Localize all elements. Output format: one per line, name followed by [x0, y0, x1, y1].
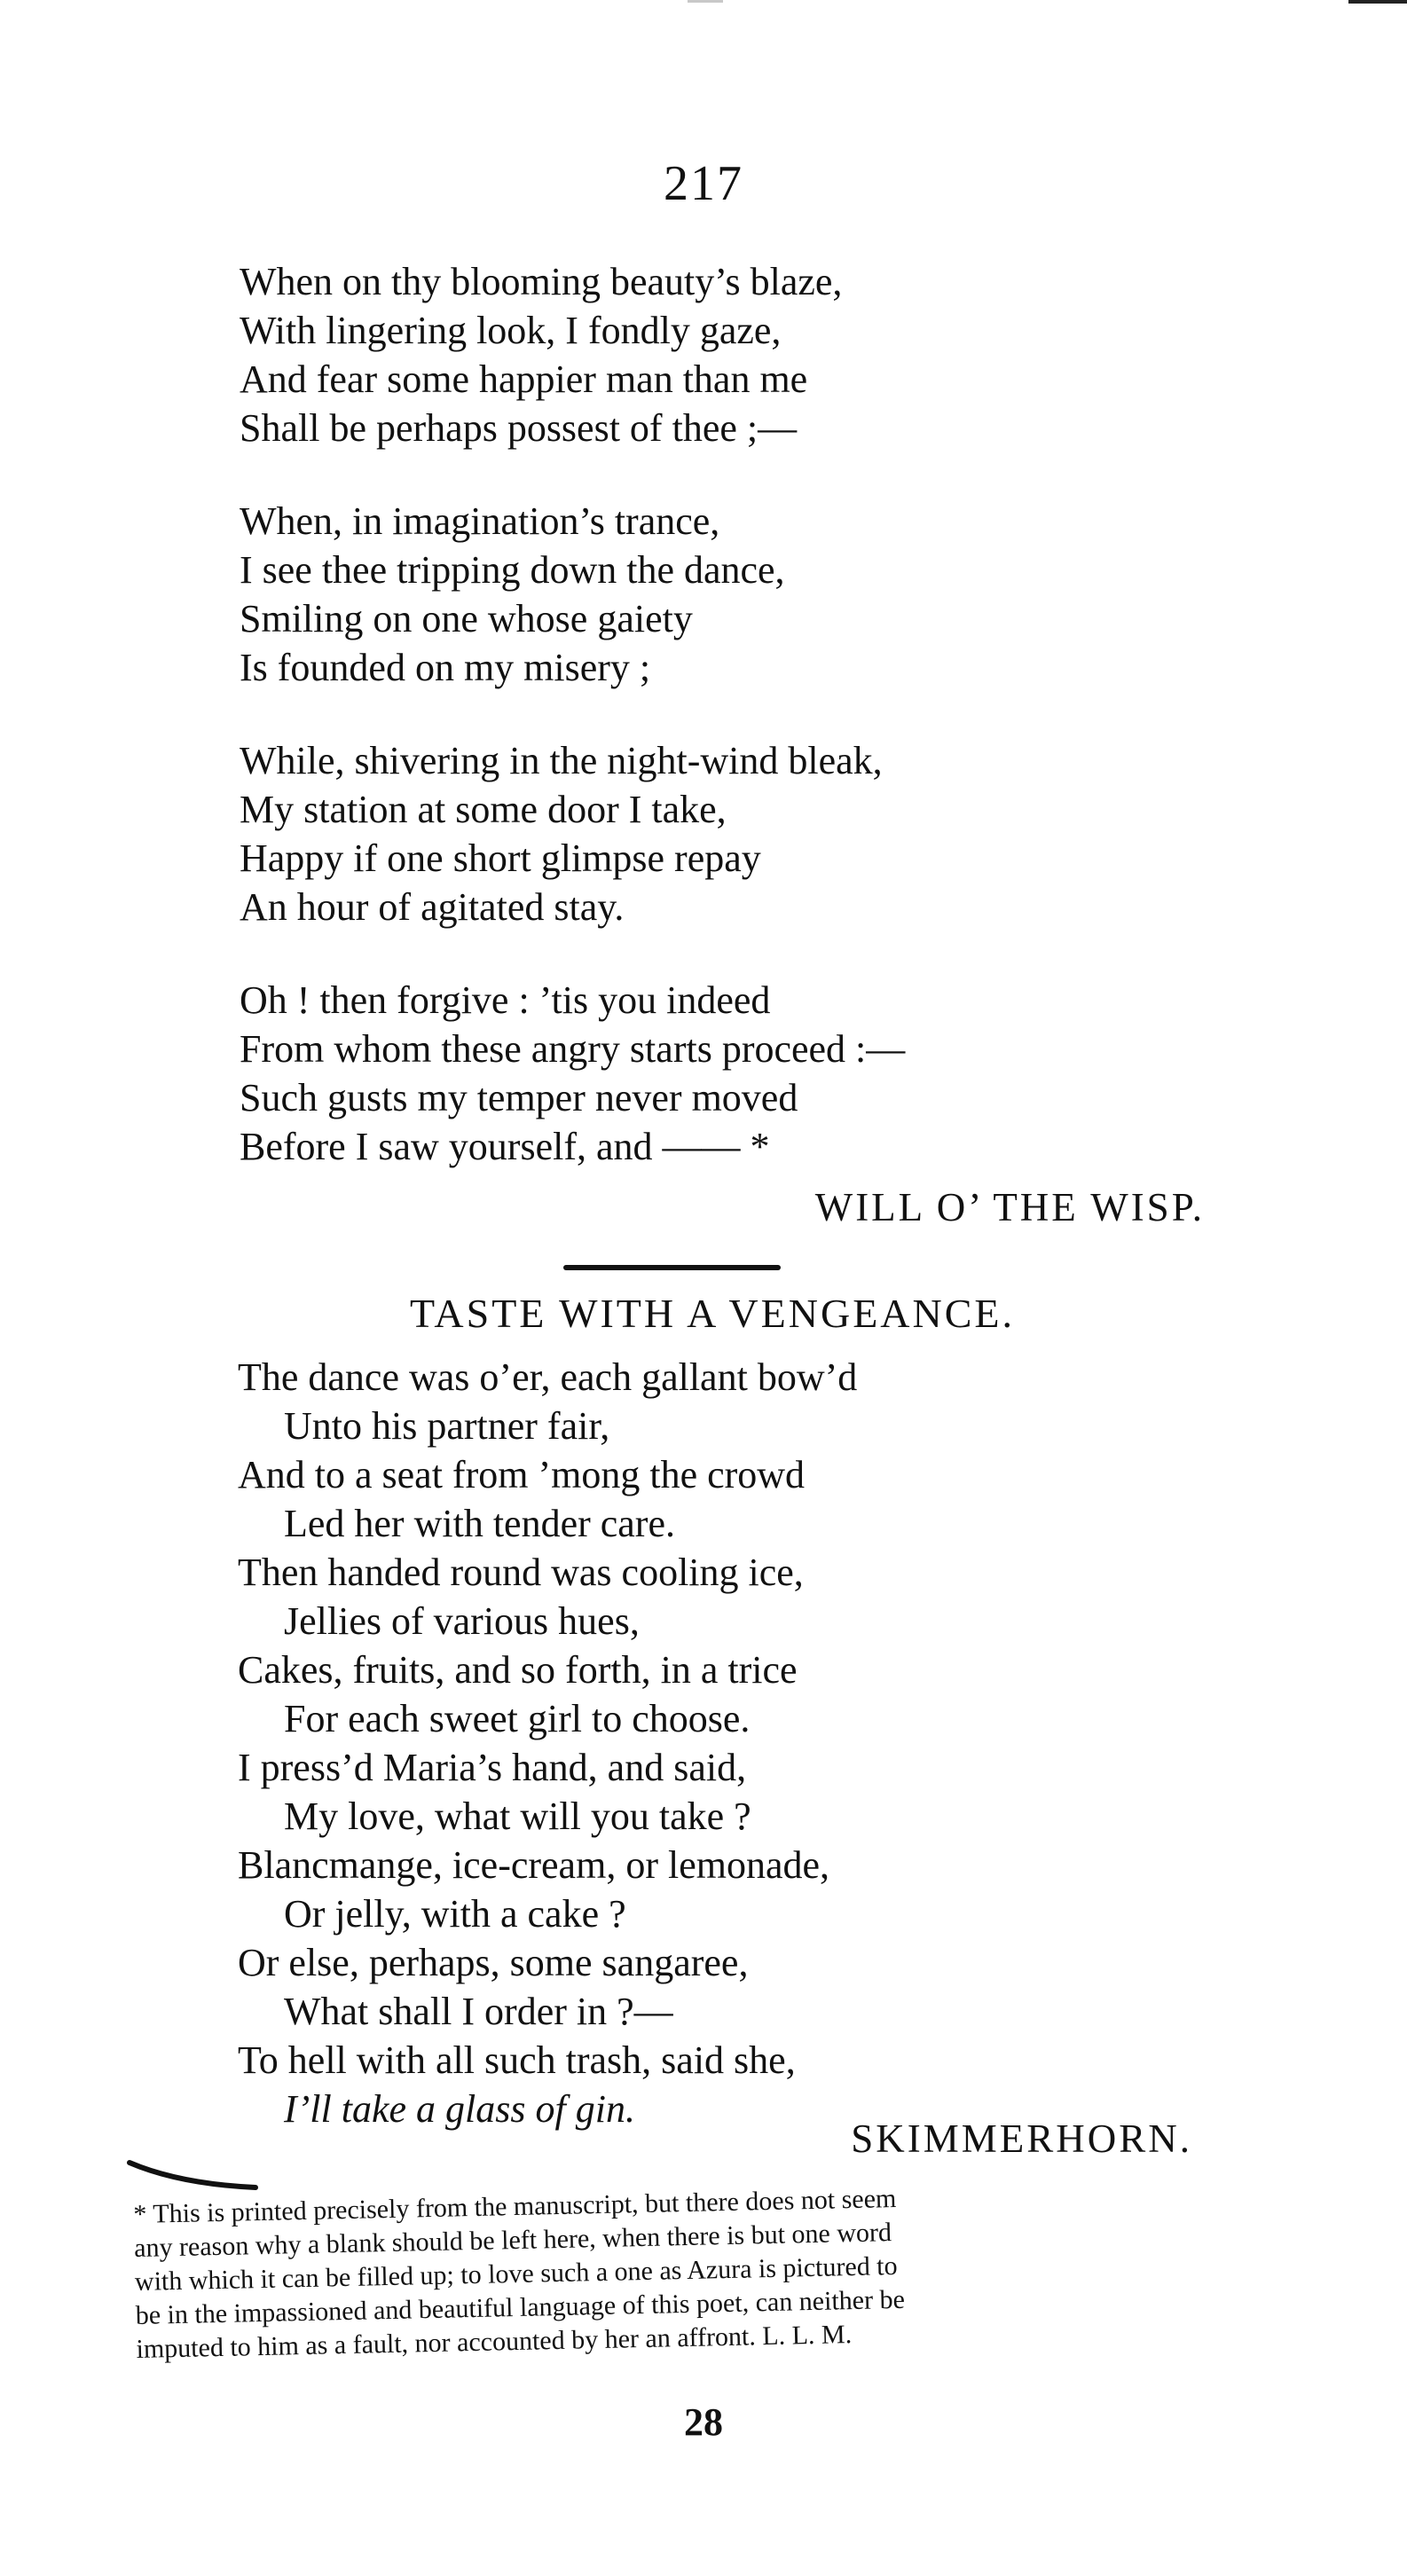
verse-line: My station at some door I take, — [240, 788, 727, 831]
footnote-line: any reason why a blank should be left here, when there is but one word — [133, 2218, 892, 2263]
footnote-line: with which it can be filled up; to love such a one as Azura is pictured to — [134, 2250, 898, 2297]
verse-line: Then handed round was cooling ice, — [238, 1551, 804, 1594]
verse-line: Cakes, fruits, and so forth, in a trice — [238, 1648, 798, 1692]
verse-line: Smiling on one whose gaiety — [240, 597, 693, 640]
verse-line: When, in imagination’s trance, — [240, 499, 720, 543]
verse-line: Led her with tender care. — [284, 1502, 675, 1545]
poem-1-signature: WILL O’ THE WISP. — [814, 1185, 1205, 1229]
verse-line: Or else, perhaps, some sangaree, — [238, 1941, 749, 1984]
verse-line: With lingering look, I fondly gaze, — [240, 309, 782, 352]
top-edge-mark — [1348, 0, 1407, 4]
footnote-line: be in the impassioned and beautiful language of this poet, can neither be — [135, 2284, 906, 2330]
verse-line: I see thee tripping down the dance, — [240, 548, 785, 592]
signature-mark: 28 — [684, 2400, 723, 2444]
verse-line: To hell with all such trash, said she, — [238, 2038, 796, 2082]
verse-line: The dance was o’er, each gallant bow’d — [238, 1355, 858, 1399]
verse-line: I press’d Maria’s hand, and said, — [238, 1746, 747, 1789]
verse-line: Oh ! then forgive : ’tis you indeed — [240, 978, 771, 1022]
section-divider — [563, 1265, 781, 1270]
verse-line: While, shivering in the night-wind bleak, — [240, 739, 883, 782]
verse-line: Before I saw yourself, and —— * — [240, 1125, 770, 1168]
stanza-3 — [240, 736, 1260, 931]
footnote-line: imputed to him as a fault, nor accounted by her an affront. L. L. M. — [136, 2320, 853, 2364]
stanza-4 — [240, 976, 1260, 1171]
verse-line: Or jelly, with a cake ? — [284, 1892, 626, 1936]
verse-line: When on thy blooming beauty’s blaze, — [240, 260, 843, 303]
verse-line: From whom these angry starts proceed :— — [240, 1027, 906, 1071]
verse-line: Unto his partner fair, — [284, 1404, 610, 1448]
verse-line: An hour of agitated stay. — [240, 885, 625, 929]
poem-2-signature: SKIMMERHORN. — [851, 2117, 1192, 2161]
poem-2-title: TASTE WITH A VENGEANCE. — [409, 1291, 1016, 1336]
verse-line: I’ll take a glass of gin. — [284, 2087, 635, 2131]
footnote — [133, 2175, 1254, 2367]
footnote-line: * This is printed precisely from the manuscript, but there does not seem — [133, 2183, 897, 2229]
verse-line: And to a seat from ’mong the crowd — [238, 1453, 806, 1496]
verse-line: Such gusts my temper never moved — [240, 1076, 798, 1119]
verse-line: Is founded on my misery ; — [240, 646, 651, 689]
verse-line: Jellies of various hues, — [284, 1599, 640, 1643]
stanza-1 — [240, 257, 1260, 452]
top-edge-mark — [688, 0, 723, 3]
verse-line: What shall I order in ?— — [284, 1990, 673, 2033]
verse-line: Happy if one short glimpse repay — [240, 836, 761, 880]
verse-line: And fear some happier man than me — [240, 357, 808, 401]
stanza-2 — [240, 497, 1260, 692]
verse-line: For each sweet girl to choose. — [284, 1697, 751, 1740]
page-number: 217 — [664, 156, 743, 211]
footnote-rule — [126, 2157, 259, 2193]
verse-line: Shall be perhaps possest of thee ;— — [240, 406, 798, 450]
verse-line: My love, what will you take ? — [284, 1795, 751, 1838]
verse-line: Blancmange, ice-cream, or lemonade, — [238, 1843, 830, 1887]
poem-2-body — [238, 1353, 1258, 2133]
